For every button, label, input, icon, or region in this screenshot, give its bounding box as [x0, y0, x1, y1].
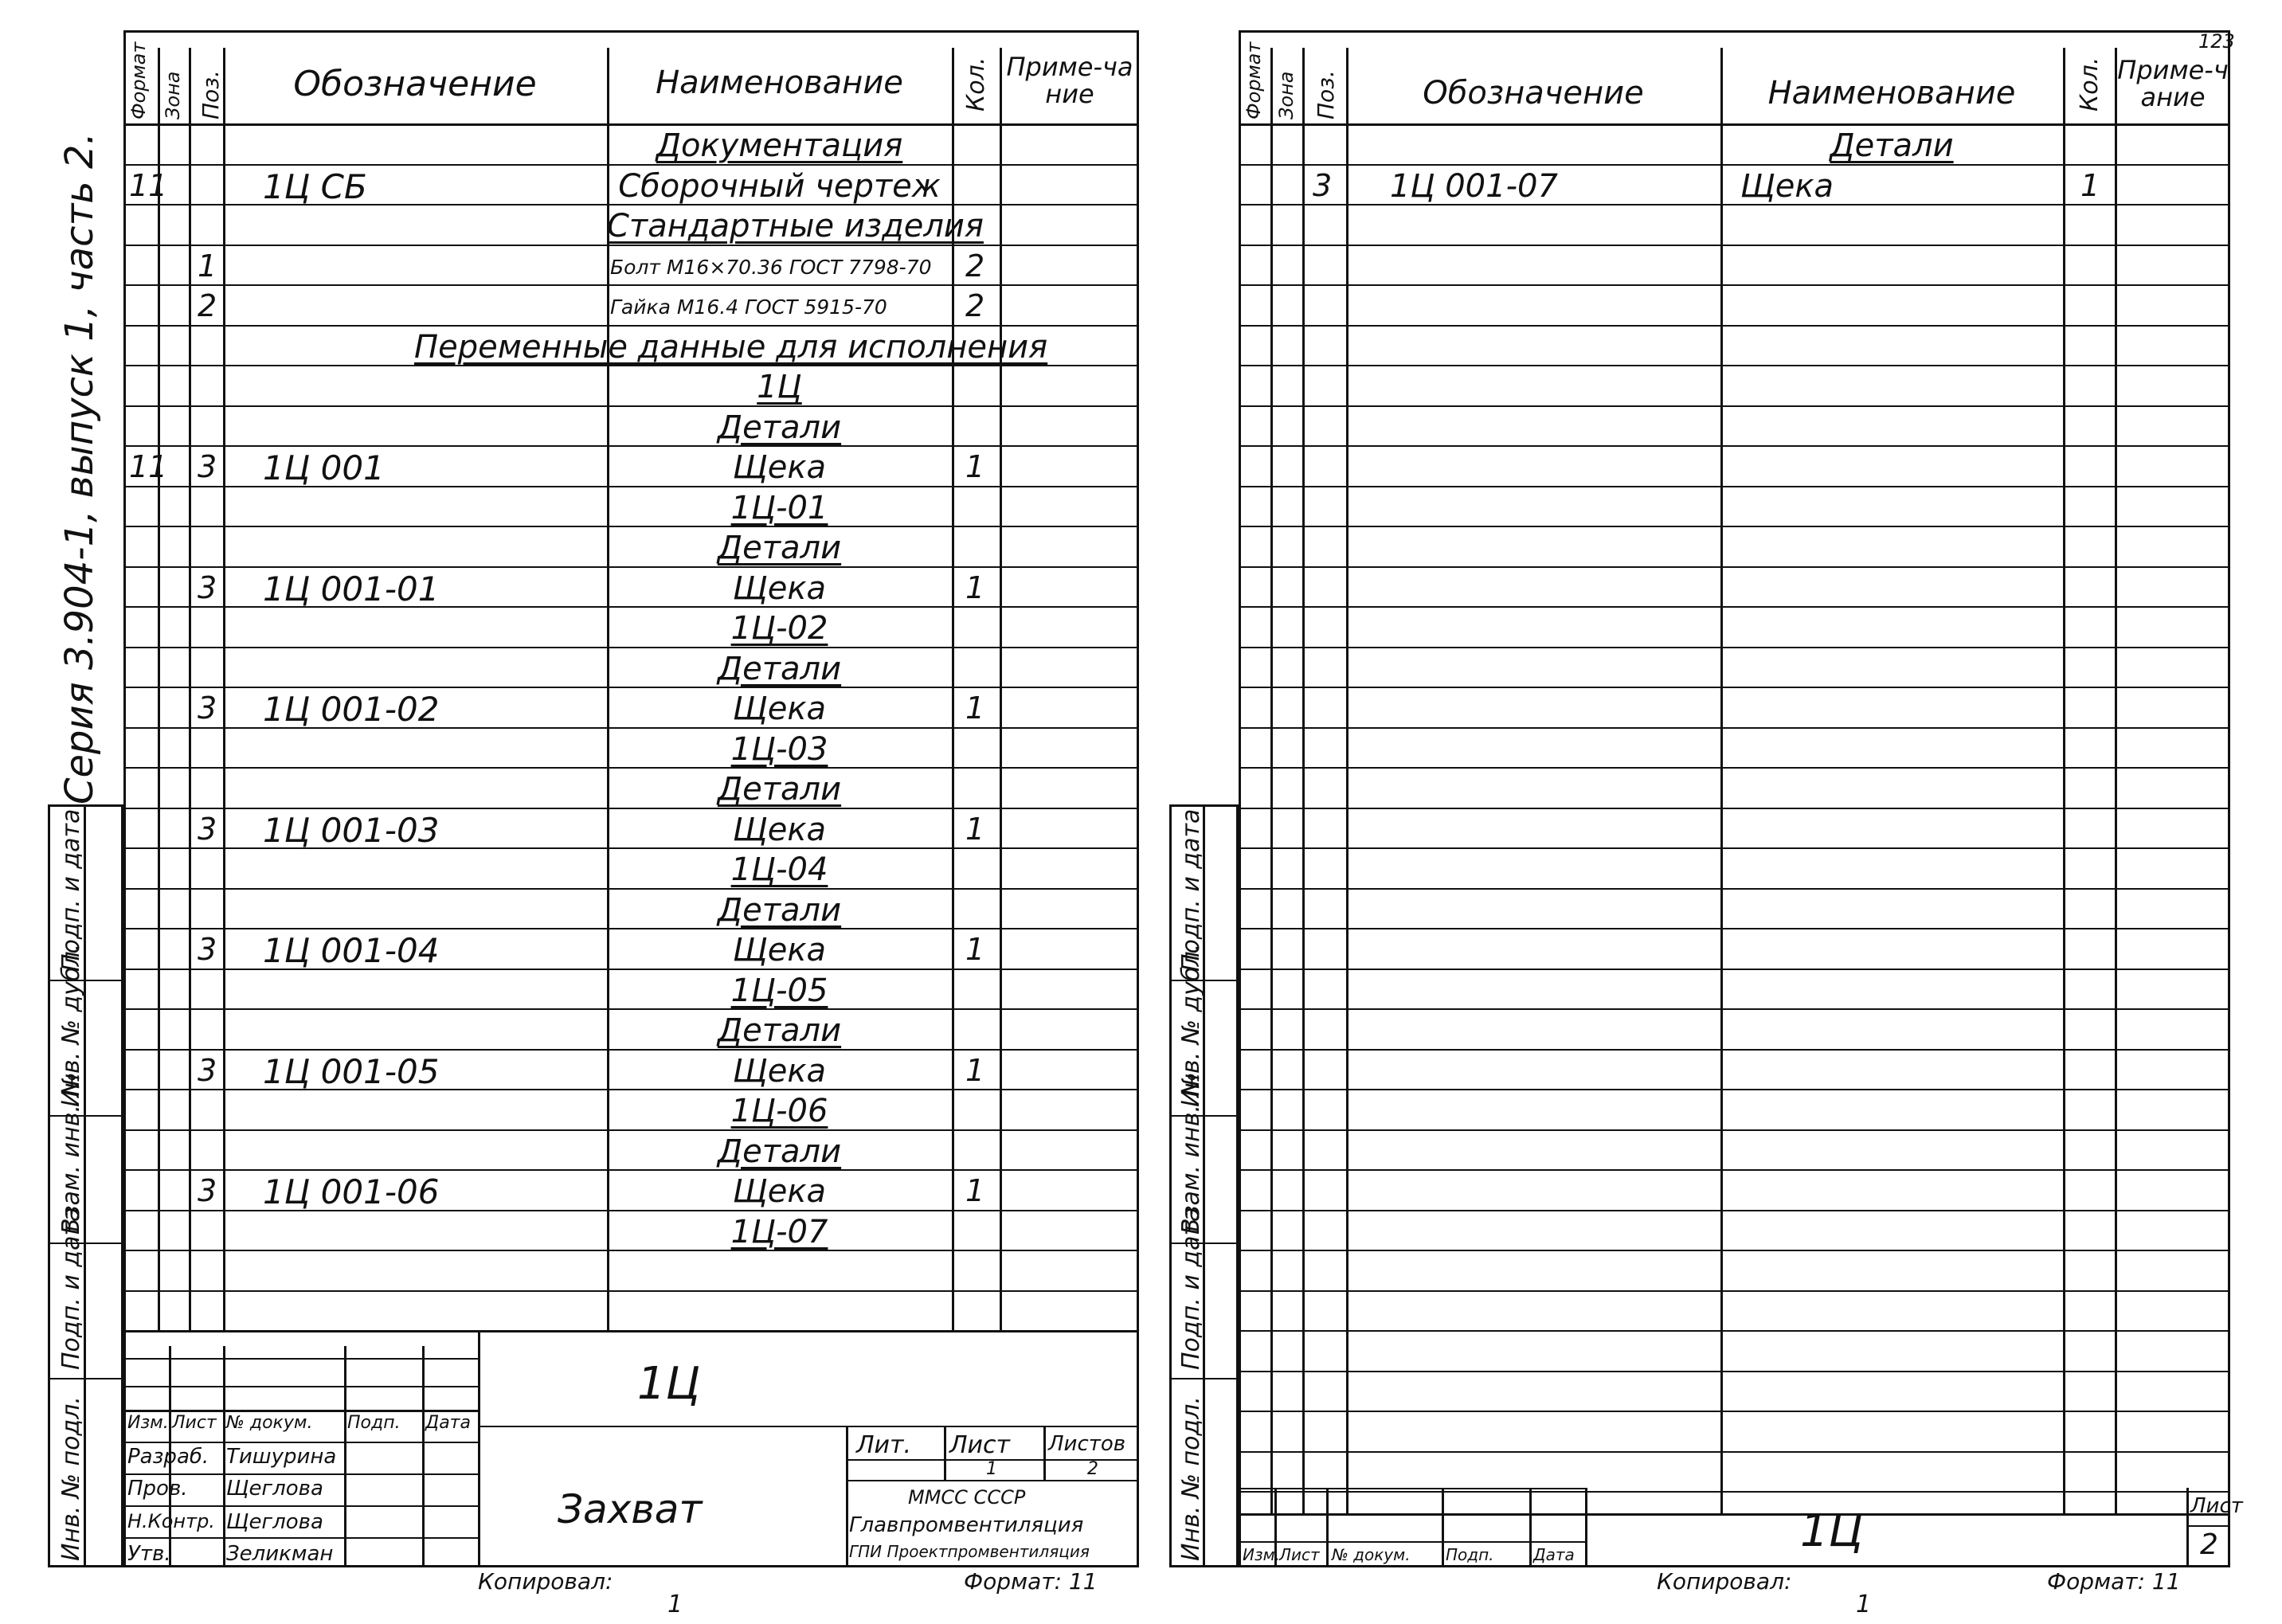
r-hdr-pos: Поз. [1313, 70, 1339, 119]
r-side-label-dubl: Инв. № дубл. [1177, 943, 1205, 1107]
org-1: ММСС СССР [908, 1486, 1026, 1509]
row-qty: 1 [965, 932, 985, 967]
row-name: 1Ц-01 [730, 489, 828, 526]
row-name: Сборочный чертеж [618, 167, 941, 205]
row-name: Стандартные изделия [607, 208, 984, 245]
row-name: Щека [1740, 167, 1834, 205]
name-razrab: Тишурина [226, 1445, 337, 1469]
hdr-pos: Поз. [198, 70, 224, 119]
row-name: Переменные данные для исполнения [414, 328, 1048, 366]
hdr-name: Наименование [656, 65, 903, 101]
sheet-number: 1 [986, 1459, 997, 1479]
row-name: Болт М16×70.36 ГОСТ 7798-70 [610, 255, 932, 279]
org-2: Главпромвентиляция [849, 1513, 1084, 1537]
row-name: 1Ц-02 [730, 610, 828, 647]
chg-hdr-podp: Подп. [347, 1413, 401, 1433]
r-hdr-designation: Обозначение [1423, 75, 1644, 112]
role-prov: Пров. [127, 1477, 188, 1501]
row-name: 1Ц-05 [730, 972, 828, 1009]
role-nkontr: Н.Контр. [127, 1510, 215, 1532]
row-designation: 1Ц 001-03 [263, 810, 440, 850]
side-label-vzam: Взам. инв. № [57, 1072, 85, 1235]
name-nkontr: Щеглова [226, 1510, 323, 1534]
row-name: Детали [717, 650, 842, 687]
right-sheet [1239, 30, 2230, 1567]
doc-code: 1Ц [637, 1358, 701, 1410]
corner-mark: 123 [2198, 30, 2235, 53]
row-designation: 1Ц СБ [263, 166, 367, 206]
hdr-designation: Обозначение [293, 64, 537, 104]
hdr-note: Приме-чание [1006, 52, 1133, 109]
r-sheet-number: 2 [2200, 1528, 2218, 1561]
side-label-dubl: Инв. № дубл. [57, 943, 85, 1107]
r-chg-hdr-izm: Изм. [1243, 1545, 1281, 1564]
r-side-label-vzam: Взам. инв. № [1177, 1072, 1205, 1235]
r-side-label-podl: Инв. № подл. [1177, 1396, 1205, 1561]
hdr-qty: Кол. [962, 57, 990, 112]
sheets-label: Листов [1048, 1432, 1126, 1456]
row-name: 1Ц-04 [730, 851, 828, 888]
org-3: ГПИ Проектпромвентиляция [849, 1542, 1090, 1561]
row-name: Щека [732, 449, 827, 486]
row-pos: 2 [198, 288, 217, 323]
row-qty: 1 [965, 449, 985, 484]
row-qty: 1 [2080, 167, 2100, 203]
row-qty: 1 [965, 569, 985, 605]
chg-hdr-list: Лист [172, 1413, 217, 1433]
row-designation: 1Ц 001-07 [1390, 167, 1558, 205]
right-copied: Копировал: [1657, 1568, 1792, 1595]
side-label-podl: Инв. № подл. [57, 1396, 85, 1561]
row-name: Щека [732, 1052, 827, 1090]
row-name: 1Ц-03 [730, 730, 828, 768]
r-sheet-label: Лист [2190, 1494, 2243, 1518]
row-name: Детали [717, 771, 842, 808]
series-label: Серия 3.904-1, выпуск 1, часть 2. [57, 132, 102, 804]
row-format: 11 [129, 167, 168, 203]
row-qty: 2 [965, 288, 985, 323]
left-format: Формат: 11 [964, 1568, 1098, 1595]
row-name: Щека [732, 1173, 827, 1210]
r-hdr-zone: Зона [1275, 71, 1298, 119]
sheet-label: Лист [949, 1431, 1011, 1459]
row-designation: 1Ц 001 [263, 448, 385, 487]
r-hdr-format: Формат [1243, 41, 1265, 119]
row-name: 1Ц-07 [730, 1213, 828, 1250]
row-pos: 3 [198, 1052, 217, 1088]
left-page-mark: 1 [667, 1591, 683, 1618]
row-designation: 1Ц 001-04 [263, 931, 440, 970]
chg-hdr-date: Дата [425, 1413, 471, 1433]
row-name: Щека [732, 811, 827, 848]
lit-label: Лит. [856, 1431, 912, 1459]
sheets-number: 2 [1087, 1459, 1098, 1479]
row-qty: 1 [965, 811, 985, 847]
doc-title: Захват [558, 1486, 703, 1532]
row-pos: 3 [198, 449, 217, 484]
role-razrab: Разраб. [127, 1445, 209, 1469]
r-doc-code: 1Ц [1800, 1505, 1864, 1557]
role-utv: Утв. [127, 1542, 171, 1566]
row-pos: 3 [198, 569, 217, 605]
row-pos: 3 [198, 811, 217, 847]
r-hdr-note: Приме-чание [2117, 55, 2229, 112]
hdr-zone: Зона [162, 71, 184, 119]
row-name: Гайка М16.4 ГОСТ 5915-70 [610, 295, 887, 319]
row-pos: 3 [198, 691, 217, 726]
r-side-label-podp2: Подп. и дата [1177, 1207, 1205, 1370]
row-name: 1Ц [757, 369, 802, 405]
row-pos: 3 [198, 932, 217, 967]
side-label-podp2: Подп. и дата [57, 1207, 85, 1370]
row-designation: 1Ц 001-06 [263, 1172, 440, 1211]
row-name: Детали [717, 1133, 842, 1170]
row-name: Детали [717, 1012, 842, 1049]
row-pos: 3 [198, 1173, 217, 1208]
hdr-format: Формат [127, 41, 150, 119]
row-name: 1Ц-06 [730, 1093, 828, 1129]
right-format: Формат: 11 [2047, 1568, 2181, 1595]
row-name: Щека [732, 691, 827, 727]
row-name: Документация [656, 127, 903, 164]
chg-hdr-izm: Изм. [127, 1413, 169, 1433]
r-chg-hdr-podp: Подп. [1446, 1545, 1494, 1564]
row-qty: 1 [965, 1173, 985, 1208]
row-designation: 1Ц 001-02 [263, 690, 440, 729]
r-chg-hdr-doc: № докум. [1332, 1545, 1411, 1564]
name-prov: Щеглова [226, 1477, 323, 1501]
r-hdr-name: Наименование [1767, 75, 2016, 112]
row-designation: 1Ц 001-05 [263, 1051, 440, 1091]
r-hdr-qty: Кол. [2076, 57, 2104, 112]
left-copied: Копировал: [478, 1568, 613, 1595]
row-name: Детали [717, 530, 842, 566]
row-name: Детали [717, 891, 842, 929]
chg-hdr-doc: № докум. [226, 1413, 313, 1433]
row-format: 11 [129, 449, 168, 484]
row-name: Детали [717, 409, 842, 446]
row-pos: 1 [198, 248, 217, 284]
r-chg-hdr-list: Лист [1279, 1545, 1320, 1564]
row-qty: 2 [965, 248, 985, 284]
row-name: Щека [732, 569, 827, 607]
row-name: Детали [1830, 127, 1954, 164]
row-name: Щека [732, 932, 827, 969]
side-label-podp: Подп. и дата [57, 808, 85, 972]
r-chg-hdr-date: Дата [1533, 1545, 1575, 1564]
row-pos: 3 [1313, 167, 1333, 203]
name-utv: Зеликман [226, 1542, 334, 1566]
row-qty: 1 [965, 691, 985, 726]
r-side-label-podp: Подп. и дата [1177, 808, 1205, 972]
row-qty: 1 [965, 1052, 985, 1088]
row-designation: 1Ц 001-01 [263, 569, 440, 609]
right-page-mark: 1 [1856, 1591, 1872, 1618]
